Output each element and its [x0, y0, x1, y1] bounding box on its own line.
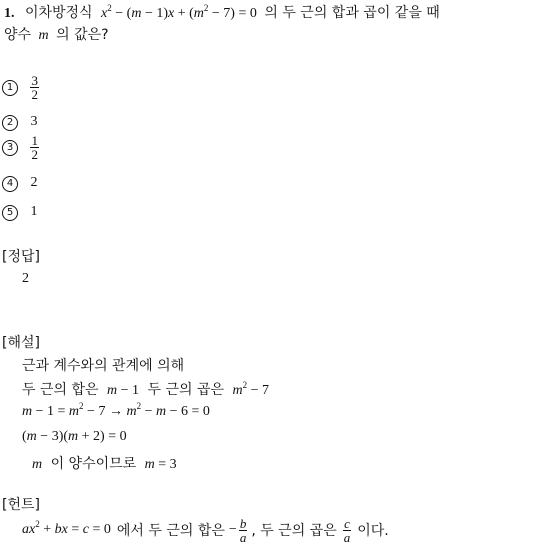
explanation-line-4: (m − 3)(m + 2) = 0 [22, 429, 127, 444]
option-5-value: 1 [30, 204, 38, 219]
hint-equation: $ax^2$ + bx = c = 0 [22, 519, 111, 537]
option-marker-1: 1 [2, 80, 18, 96]
hint-line [22, 512, 389, 548]
question-text-c: 양수 [4, 27, 32, 43]
question-line-2 [4, 24, 109, 44]
option-5[interactable] [2, 203, 37, 221]
option-2[interactable] [2, 113, 37, 131]
option-marker-4: 4 [2, 176, 18, 192]
explanation-line-3: $m - 1 = m^2 - 7 \to m^2 - m - 6 = 0$ [22, 401, 210, 419]
option-4-value: 2 [30, 175, 38, 190]
option-marker-3: 3 [2, 140, 18, 156]
explanation-text-sum: 두 근의 합은 [22, 382, 99, 398]
option-1[interactable] [2, 74, 39, 101]
explanation-line-1: 근과 계수와의 관계에 의해 [22, 358, 185, 374]
option-marker-2: 2 [2, 115, 18, 131]
hint-header: [헌트] [2, 497, 40, 513]
question-text-a: 이차방정식 [24, 5, 93, 21]
answer-value: 2 [22, 271, 29, 286]
explanation-line-5 [32, 453, 177, 473]
hint-text-product: , 두 근의 곱은 [251, 523, 337, 539]
question-var-m: m [38, 28, 49, 43]
explanation-header: [해설] [2, 335, 40, 351]
option-3-fraction [30, 134, 39, 161]
option-4[interactable] [2, 174, 37, 192]
option-marker-5: 5 [2, 205, 18, 221]
answer-header: [정답] [2, 249, 40, 265]
explanation-text-positive: 이 양수이므로 [50, 456, 137, 472]
explanation-result: m = 3 [144, 457, 177, 472]
explanation-line-2 [22, 379, 269, 399]
question-text-b: 의 두 근의 합과 곱이 같을 때 [264, 5, 440, 21]
explanation-var-m: m [32, 457, 43, 472]
option-1-numerator: 3 [31, 73, 38, 88]
option-2-value: 3 [30, 114, 38, 129]
hint-product-expr: $\frac{c}{a}$ [343, 515, 351, 545]
option-1-fraction [30, 74, 39, 101]
explanation-text-product: 두 근의 곱은 [147, 382, 224, 398]
explanation-product-expr: $m^2 - 7$ [232, 380, 269, 398]
hint-text-sum: 에서 두 근의 합은 [116, 523, 225, 539]
option-3-numerator: 1 [31, 133, 38, 148]
hint-text-end: 이다. [357, 523, 389, 539]
explanation-sum-expr: m − 1 [106, 383, 140, 398]
question-equation: $x^2 - (m - 1)x + (m^2 - 7) = 0$ [101, 3, 261, 21]
hint-sum-expr: − $\frac{b}{a}$ [228, 515, 247, 545]
question-number: 1. [4, 6, 15, 21]
option-1-denominator: 2 [31, 87, 38, 102]
question-line-1 [4, 2, 440, 22]
option-3-denominator: 2 [31, 147, 38, 162]
option-3[interactable] [2, 134, 39, 161]
question-text-d: 의 값은? [56, 27, 109, 43]
